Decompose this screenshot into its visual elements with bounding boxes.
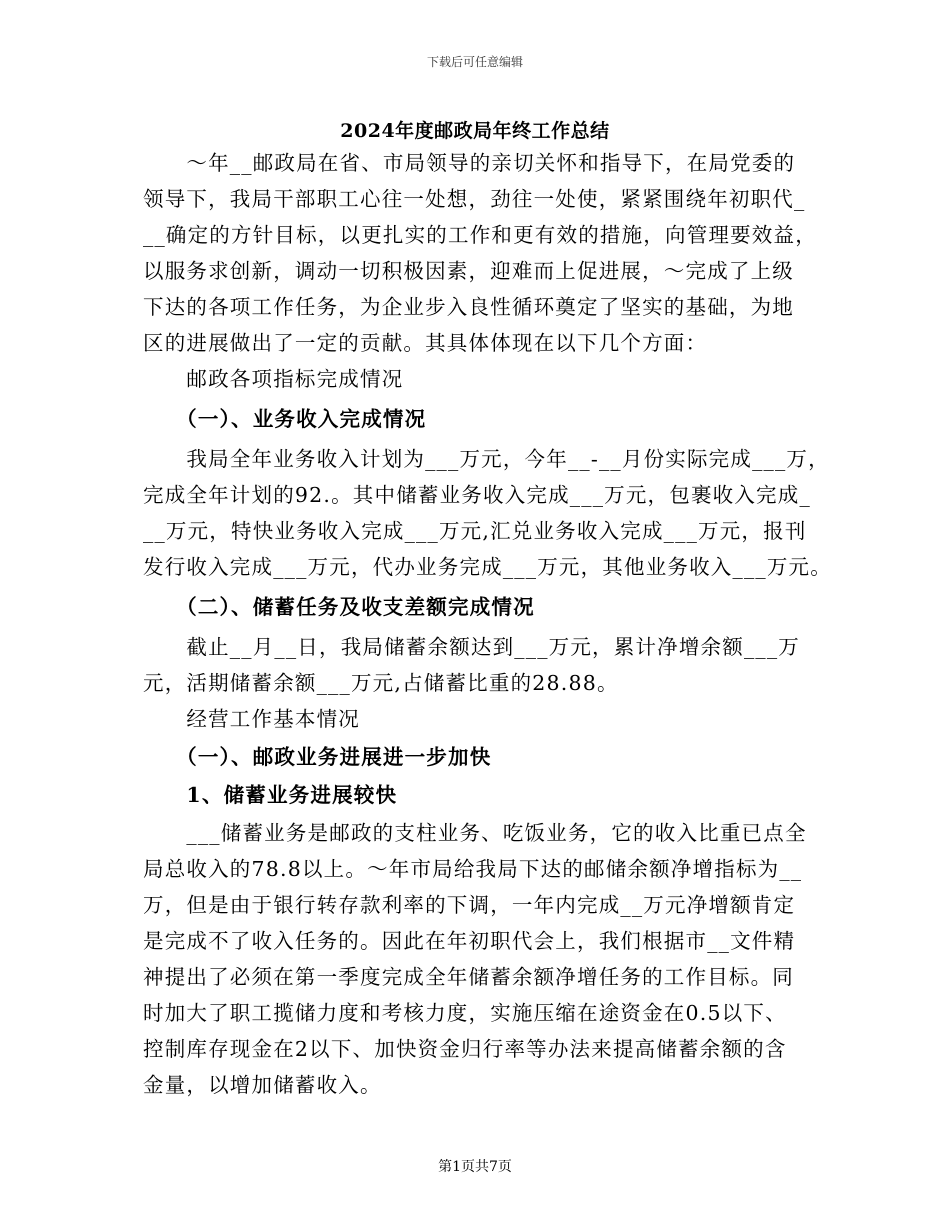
paragraph-line: ___储蓄业务是邮政的支柱业务、吃饭业务，它的收入比重已点全 xyxy=(143,821,807,845)
section-heading: 邮政各项指标完成情况 xyxy=(143,367,404,391)
paragraph-line: 下达的各项工作任务，为企业步入良性循环奠定了坚实的基础，为地 xyxy=(143,295,794,319)
paragraph-line: 发行收入完成___万元，代办业务完成___万元，其他业务收入___万元。 xyxy=(143,555,832,579)
paragraph-line: 控制库存现金在2以下、加快资金归行率等办法来提高储蓄余额的含 xyxy=(143,1037,787,1061)
paragraph-line: 金量，以增加储蓄收入。 xyxy=(143,1073,382,1097)
paragraph-line: 我局全年业务收入计划为___万元，今年__-__月份实际完成___万， xyxy=(143,447,830,471)
paragraph-line: 神提出了必须在第一季度完成全年储蓄余额净增任务的工作目标。同 xyxy=(143,965,794,989)
paragraph-line: 万，但是由于银行转存款利率的下调，一年内完成__万元净增额肯定 xyxy=(143,893,796,917)
subsection-heading: （一）、业务收入完成情况 xyxy=(143,407,427,431)
header-note: 下载后可任意编辑 xyxy=(426,55,523,69)
page-number: 第1页共7页 xyxy=(438,1159,512,1175)
paragraph-line: 是完成不了收入任务的。因此在年初职代会上，我们根据市__文件精 xyxy=(143,929,796,953)
subsection-heading: （二）、储蓄任务及收支差额完成情况 xyxy=(143,595,535,619)
paragraph-line: 元，活期储蓄余额___万元,占储蓄比重的28.88。 xyxy=(143,671,619,695)
paragraph-line: 完成全年计划的92.。其中储蓄业务收入完成___万元，包裹收入完成_ xyxy=(143,483,811,507)
section-heading: 经营工作基本情况 xyxy=(143,707,360,731)
paragraph-line: __确定的方针目标，以更扎实的工作和更有效的措施，向管理要效益， xyxy=(143,223,817,247)
paragraph-line: 以服务求创新，调动一切积极因素，迎难而上促进展，～完成了上级 xyxy=(143,259,794,283)
paragraph-line: 局总收入的78.8以上。～年市局给我局下达的邮储余额净增指标为__ xyxy=(143,857,803,881)
paragraph-line: __万元，特快业务收入完成___万元,汇兑业务收入完成___万元，报刊 xyxy=(143,519,807,543)
paragraph-line: ～年__邮政局在省、市局领导的亲切关怀和指导下，在局党委的 xyxy=(143,151,796,175)
subsection-heading: （一）、邮政业务进展进一步加快 xyxy=(143,745,492,769)
paragraph-line: 区的进展做出了一定的贡献。其具体体现在以下几个方面： xyxy=(143,331,708,355)
paragraph-line: 领导下，我局干部职工心往一处想，劲往一处使，紧紧围绕年初职代_ xyxy=(143,187,806,211)
item-heading: 1、储蓄业务进展较快 xyxy=(143,783,398,807)
paragraph-line: 截止__月__日，我局储蓄余额达到___万元，累计净增余额___万 xyxy=(143,635,800,659)
paragraph-line: 时加大了职工揽储力度和考核力度，实施压缩在途资金在0.5以下、 xyxy=(143,1001,787,1025)
document-title: 2024年度邮政局年终工作总结 xyxy=(340,120,610,142)
